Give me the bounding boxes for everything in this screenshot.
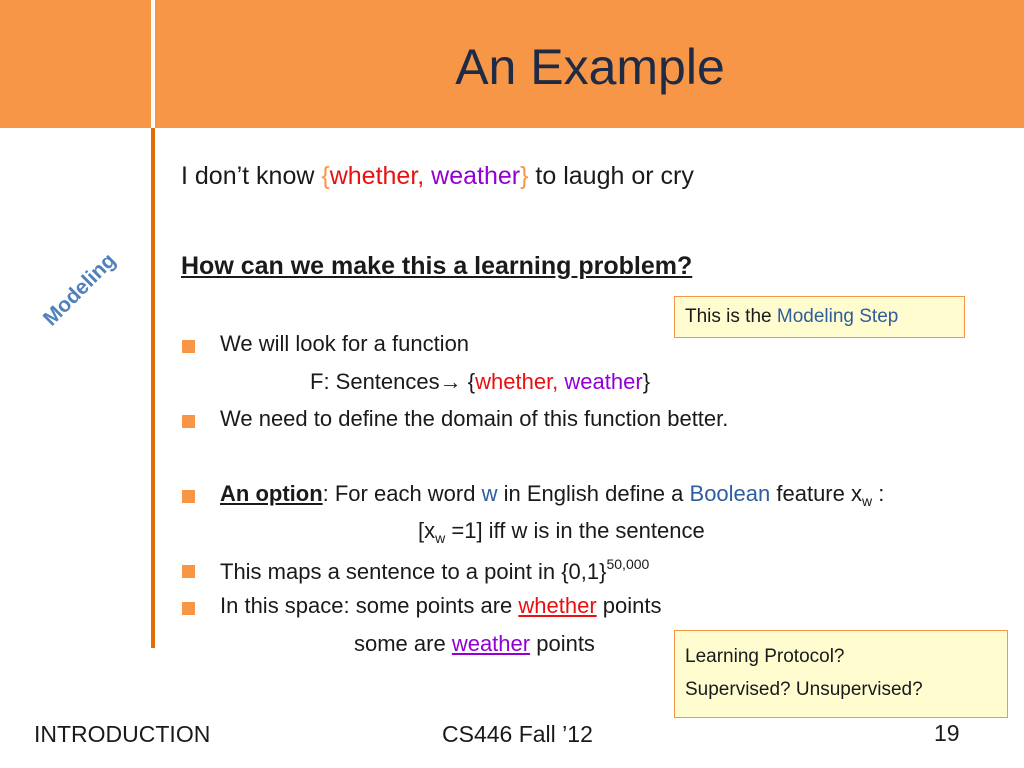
option-label: An option bbox=[220, 481, 323, 506]
indicator-text-1: [x bbox=[418, 518, 436, 543]
option-text-2: in English define a bbox=[497, 481, 690, 506]
option-subscript: w bbox=[861, 493, 873, 509]
protocol-line-1: Learning Protocol? bbox=[685, 646, 845, 667]
bullet-marker bbox=[182, 565, 195, 578]
learning-question: How can we make this a learning problem? bbox=[181, 252, 693, 280]
bullet-domain: We need to define the domain of this function better. bbox=[220, 406, 729, 431]
space-continuation bbox=[354, 631, 595, 657]
function-prefix: F: Sentences bbox=[310, 369, 440, 394]
sentence-suffix: to laugh or cry bbox=[528, 162, 694, 190]
sentence-brace-open: { bbox=[321, 162, 330, 190]
indicator-subscript: w bbox=[435, 530, 446, 546]
bullet-marker bbox=[182, 340, 195, 353]
option-word-w: w bbox=[481, 481, 498, 506]
divider-header-segment bbox=[151, 0, 155, 128]
page-number: 19 bbox=[934, 720, 960, 746]
continuation-suffix: points bbox=[530, 631, 595, 656]
bullet-marker bbox=[182, 602, 195, 615]
slide-title: An Example bbox=[455, 39, 725, 95]
bullet-space bbox=[220, 593, 661, 619]
space-prefix: In this space: some points are bbox=[220, 593, 519, 618]
option-text-4: : bbox=[872, 481, 885, 506]
bullet-function: We will look for a function bbox=[220, 331, 470, 356]
option-text-3: feature x bbox=[770, 481, 862, 506]
function-word-whether: whether, bbox=[475, 369, 559, 394]
function-definition bbox=[310, 369, 650, 395]
continuation-word-weather: weather bbox=[451, 631, 531, 656]
mapping-text: This maps a sentence to a point in {0,1} bbox=[220, 559, 607, 584]
sentence-word-whether: whether, bbox=[329, 162, 425, 190]
function-brace-open: { bbox=[467, 369, 476, 394]
callout-text: This is the bbox=[685, 306, 777, 327]
callout-highlight: Modeling Step bbox=[776, 306, 899, 327]
continuation-prefix: some are bbox=[354, 631, 452, 656]
space-suffix: points bbox=[596, 593, 662, 618]
function-word-weather: weather bbox=[558, 369, 643, 394]
bullet-marker bbox=[182, 415, 195, 428]
side-section-label: Modeling bbox=[38, 248, 121, 331]
bullet-option bbox=[220, 481, 884, 509]
bullet-marker bbox=[182, 490, 195, 503]
footer-section: INTRODUCTION bbox=[34, 721, 211, 747]
footer-course: CS446 Fall ’12 bbox=[442, 721, 593, 747]
protocol-line-2: Supervised? Unsupervised? bbox=[685, 679, 923, 700]
sentence-word-weather: weather bbox=[424, 162, 521, 190]
indicator-definition bbox=[418, 518, 705, 546]
indicator-text-2: =1] iff w is in the sentence bbox=[445, 518, 705, 543]
function-brace-close: } bbox=[642, 369, 651, 394]
example-sentence bbox=[181, 162, 694, 191]
sentence-brace-close: } bbox=[520, 162, 529, 190]
option-text-1: : For each word bbox=[322, 481, 482, 506]
modeling-step-callout bbox=[674, 296, 965, 338]
arrow-icon: → bbox=[439, 369, 462, 394]
option-boolean: Boolean bbox=[689, 481, 771, 506]
mapping-superscript: 50,000 bbox=[606, 556, 650, 572]
space-word-whether: whether bbox=[518, 593, 597, 618]
learning-protocol-callout bbox=[674, 630, 1008, 718]
bullet-mapping bbox=[220, 556, 649, 585]
sentence-prefix: I don’t know bbox=[181, 162, 322, 190]
